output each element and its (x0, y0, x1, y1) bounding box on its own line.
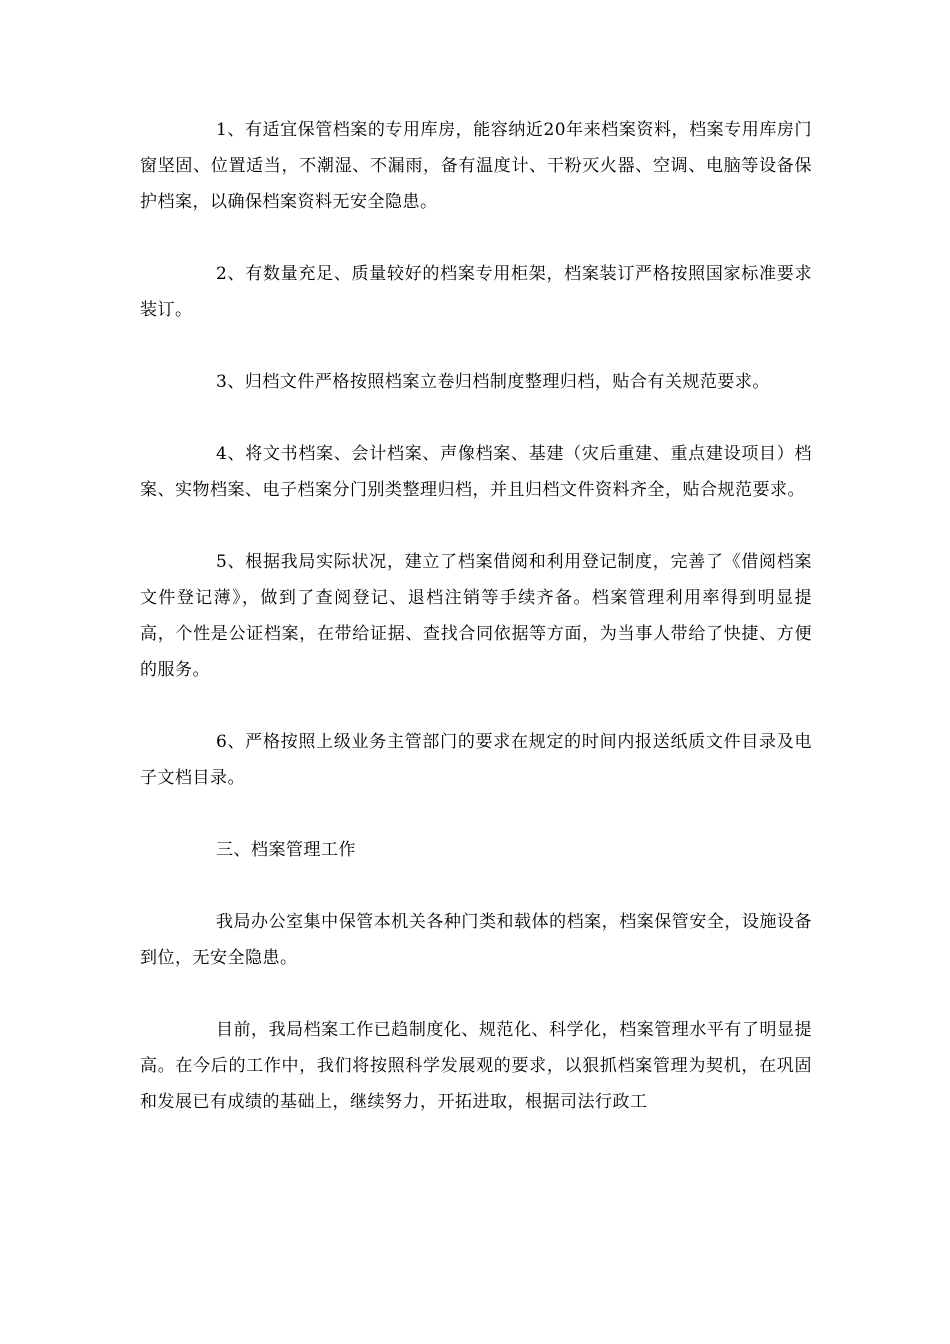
section-heading: 三、档案管理工作 (216, 840, 356, 860)
paragraph-archive-storage: 我局办公室集中保管本机关各种门类和载体的档案，档案保管安全，设施设备到位，无安全隐患。 (140, 912, 812, 968)
paragraph-summary: 目前，我局档案工作已趋制度化、规范化、科学化，档案管理水平有了明显提高。在今后的工作中，我们将按照科学发展观的要求，以狠抓档案管理为契机，在巩固和发展已有成绩的基础上，继续努力，开拓进取，根据司法行政工 (140, 1020, 812, 1112)
paragraph-item-2: 2、有数量充足、质量较好的档案专用柜架，档案装订严格按照国家标准要求装订。 (140, 264, 812, 320)
paragraph-item-1: 1、有适宜保管档案的专用库房，能容纳近20年来档案资料，档案专用库房门窗坚固、位置适当，不潮湿、不漏雨，备有温度计、干粉灭火器、空调、电脑等设备保护档案，以确保档案资料无安全隐患。 (140, 120, 812, 212)
paragraph-item-6: 6、严格按照上级业务主管部门的要求在规定的时间内报送纸质文件目录及电子文档目录。 (140, 732, 812, 788)
paragraph-item-3: 3、归档文件严格按照档案立卷归档制度整理归档，贴合有关规范要求。 (216, 372, 770, 392)
document-body (140, 112, 812, 1120)
paragraph-item-4: 4、将文书档案、会计档案、声像档案、基建（灾后重建、重点建设项目）档案、实物档案、电子档案分门别类整理归档，并且归档文件资料齐全，贴合规范要求。 (140, 444, 812, 500)
paragraph-item-5: 5、根据我局实际状况，建立了档案借阅和利用登记制度，完善了《借阅档案文件登记薄》，做到了查阅登记、退档注销等手续齐备。档案管理利用率得到明显提高，个性是公证档案，在带给证据、查找合同依据等方面，为当事人带给了快捷、方便的服务。 (140, 552, 812, 680)
